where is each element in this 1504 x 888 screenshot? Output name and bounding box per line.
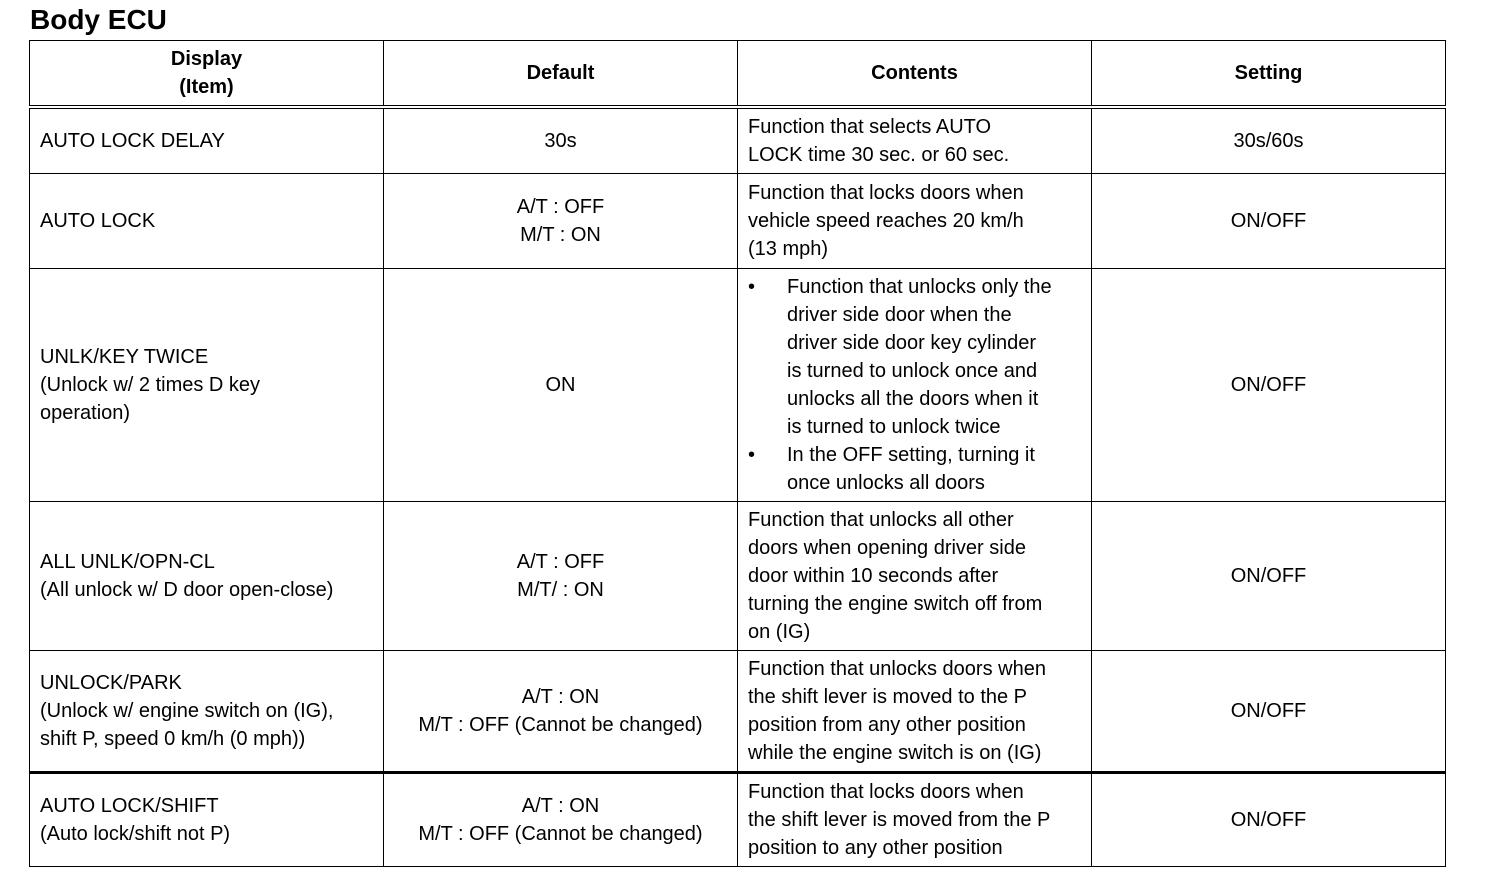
contents-text: the shift lever is moved from the P (748, 809, 1051, 831)
header-setting: Setting (1092, 41, 1446, 108)
contents-text: door within 10 seconds after (748, 565, 999, 587)
default-text: ON (545, 374, 576, 396)
display-text: AUTO LOCK DELAY (40, 130, 225, 152)
contents-text: doors when opening driver side (748, 537, 1026, 559)
default-text: M/T : OFF (Cannot be changed) (418, 714, 703, 736)
bullet-item (748, 273, 1081, 441)
display-cell (30, 269, 384, 502)
display-text: (Unlock w/ 2 times D key (40, 374, 261, 396)
contents-cell (738, 502, 1092, 651)
contents-cell (738, 174, 1092, 269)
default-cell (384, 269, 738, 502)
contents-text: turning the engine switch off from (748, 593, 1043, 615)
default-text: 30s (544, 130, 577, 152)
display-cell (30, 174, 384, 269)
display-text: (Unlock w/ engine switch on (IG), (40, 700, 334, 722)
display-cell (30, 107, 384, 174)
table-row (30, 174, 1446, 269)
contents-text: position to any other position (748, 837, 1003, 859)
display-cell (30, 773, 384, 867)
default-cell (384, 107, 738, 174)
bullet-icon: • (748, 276, 756, 298)
contents-text: while the engine switch is on (IG) (748, 742, 1042, 764)
settings-table (29, 40, 1446, 867)
display-text: (All unlock w/ D door open-close) (40, 579, 334, 601)
display-text: UNLK/KEY TWICE (40, 346, 209, 368)
header-default: Default (384, 41, 738, 108)
default-cell (384, 174, 738, 269)
display-text: ALL UNLK/OPN-CL (40, 551, 215, 573)
table-row (30, 502, 1446, 651)
page-title: Body ECU (30, 4, 167, 35)
table-row (30, 651, 1446, 773)
display-text: shift P, speed 0 km/h (0 mph)) (40, 728, 306, 750)
contents-text: Function that unlocks all other (748, 509, 1014, 531)
contents-text: vehicle speed reaches 20 km/h (748, 210, 1024, 232)
default-text: A/T : ON (521, 795, 600, 817)
header-row (30, 41, 1446, 108)
display-text: AUTO LOCK/SHIFT (40, 795, 219, 817)
contents-text: position from any other position (748, 714, 1026, 736)
contents-text: Function that selects AUTO (748, 116, 992, 138)
setting-cell: ON/OFF (1092, 773, 1446, 867)
contents-text: is turned to unlock twice (787, 416, 1001, 438)
display-text: UNLOCK/PARK (40, 672, 182, 694)
contents-text: unlocks all the doors when it (787, 388, 1039, 410)
header-contents: Contents (738, 41, 1092, 108)
contents-text: Function that unlocks doors when (748, 658, 1046, 680)
bullet-list (748, 273, 1081, 497)
header-display-line2: (Item) (179, 76, 234, 98)
contents-text: once unlocks all doors (787, 472, 985, 494)
contents-text: Function that unlocks only the (787, 276, 1052, 298)
bullet-item (748, 441, 1081, 497)
default-text: A/T : OFF (516, 551, 605, 573)
contents-text: the shift lever is moved to the P (748, 686, 1028, 708)
header-display-line1: Display (170, 48, 243, 70)
table-row (30, 773, 1446, 867)
default-text: M/T/ : ON (517, 579, 604, 601)
setting-cell: ON/OFF (1092, 651, 1446, 773)
setting-cell: 30s/60s (1092, 107, 1446, 174)
default-text: M/T : ON (520, 224, 601, 246)
contents-cell (738, 269, 1092, 502)
setting-cell: ON/OFF (1092, 174, 1446, 269)
header-display (30, 41, 384, 108)
display-cell (30, 651, 384, 773)
contents-text: In the OFF setting, turning it (787, 444, 1035, 466)
display-text: (Auto lock/shift not P) (40, 823, 231, 845)
default-text: M/T : OFF (Cannot be changed) (418, 823, 703, 845)
contents-text: driver side door key cylinder (787, 332, 1036, 354)
default-cell (384, 502, 738, 651)
display-text: operation) (40, 402, 131, 424)
bullet-icon: • (748, 444, 756, 466)
default-cell (384, 773, 738, 867)
contents-text: Function that locks doors when (748, 182, 1024, 204)
default-text: A/T : ON (521, 686, 600, 708)
contents-text: LOCK time 30 sec. or 60 sec. (748, 144, 1010, 166)
default-text: A/T : OFF (516, 196, 605, 218)
table-row (30, 269, 1446, 502)
contents-text: (13 mph) (748, 238, 829, 260)
contents-cell (738, 651, 1092, 773)
default-cell (384, 651, 738, 773)
setting-cell: ON/OFF (1092, 502, 1446, 651)
contents-text: driver side door when the (787, 304, 1012, 326)
contents-text: is turned to unlock once and (787, 360, 1038, 382)
contents-cell (738, 107, 1092, 174)
contents-cell (738, 773, 1092, 867)
contents-text: Function that locks doors when (748, 781, 1024, 803)
contents-text: on (IG) (748, 621, 811, 643)
display-text: AUTO LOCK (40, 210, 156, 232)
setting-cell: ON/OFF (1092, 269, 1446, 502)
display-cell (30, 502, 384, 651)
table-row (30, 107, 1446, 174)
